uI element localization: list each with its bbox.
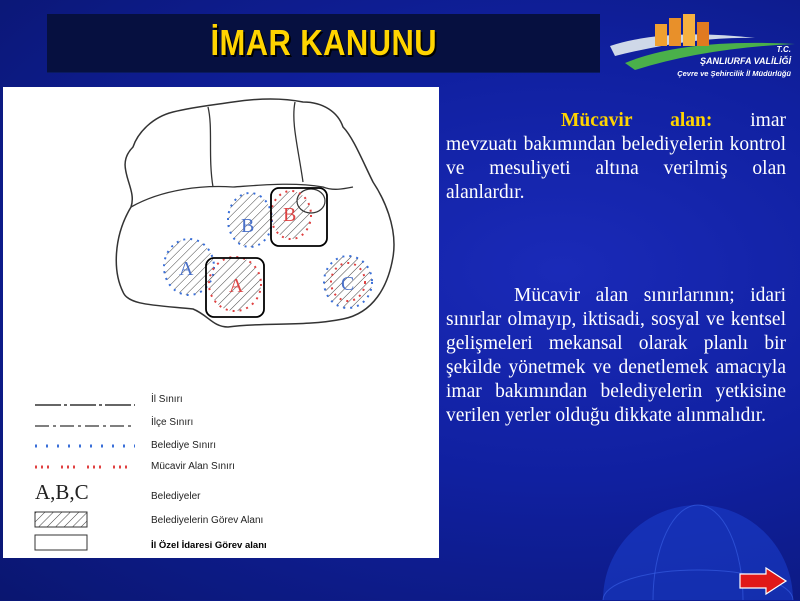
logo-directorate: Çevre ve Şehircilik İl Müdürlüğü (677, 69, 791, 78)
label-a-blue: A (179, 258, 194, 280)
legend-mucavir: Mücavir Alan Sınırı (151, 461, 235, 472)
legend-belediyeler: Belediyeler (151, 491, 201, 502)
label-b-blue: B (241, 215, 255, 237)
logo (605, 8, 797, 86)
paragraph-mucavir-boundaries: Mücavir alan sınırlarının; idari sınırlar olmayıp, iktisadi, sosyal ve kentsel gelişmeleri mekansal olarak planlı bir şekilde yönetmek ve denetlemek amacıyla imar bakımından belediyelerin yetkisine verilen yerler olduğu dikkate alınmalıdır. (446, 285, 786, 426)
map-panel (3, 87, 439, 558)
map-legend (35, 392, 267, 551)
legend-gorev: Belediyelerin Görev Alanı (151, 515, 264, 526)
legend-ozel-idare: İl Özel İdaresi Görev alanı (151, 540, 267, 551)
legend-il: İl Sınırı (151, 394, 183, 405)
page-title: İMAR KANUNU (210, 22, 437, 63)
paragraph-mucavir-definition (446, 109, 786, 205)
label-b-red: B (283, 204, 297, 226)
next-arrow-icon (738, 566, 788, 596)
logo-tc: T.C. (776, 45, 791, 54)
label-c-blue: C (341, 273, 355, 295)
label-a-red: A (229, 275, 244, 297)
next-slide-button[interactable] (738, 566, 788, 596)
mucavir-map-diagram (3, 87, 439, 558)
legend-ilce: İlçe Sınırı (151, 417, 194, 428)
legend-abc: A,B,C (35, 480, 89, 504)
logo-governorship: ŞANLIURFA VALİLİĞİ (700, 56, 791, 66)
term-mucavir-alan: Mücavir alan: (561, 110, 713, 131)
ilce-line-3 (294, 102, 303, 182)
title-bar (47, 14, 600, 73)
legend-belediye: Belediye Sınırı (151, 440, 217, 451)
paragraph1-body: imar mevzuatı bakımından belediyelerin kontrol ve mesuliyeti altına verilmiş olan alanlardır. (446, 110, 786, 203)
ilce-line-1 (208, 107, 213, 187)
